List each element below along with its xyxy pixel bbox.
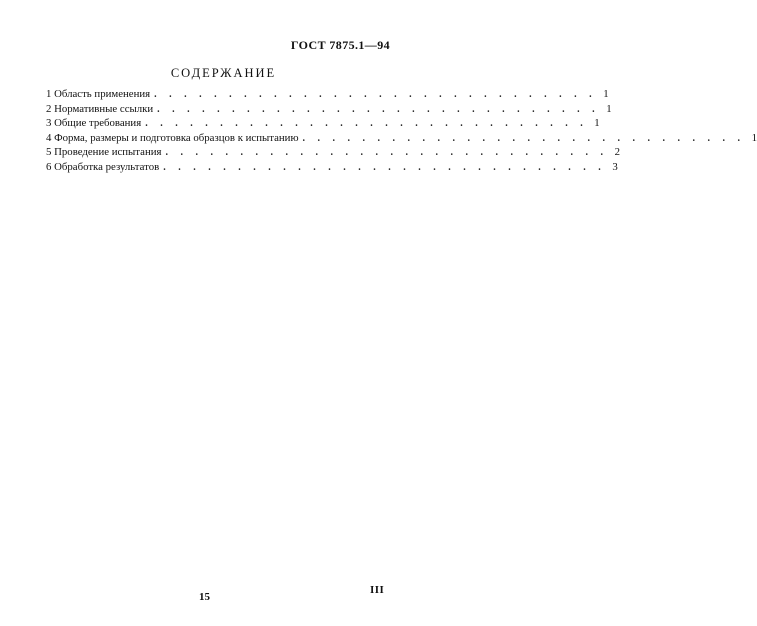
toc-item-page: 3 [612,160,618,173]
dot-leader: . . . . . . . . . . . . . . . . . . . . . . . . . . . . . . [157,103,600,115]
toc-item-page: 1 [594,117,600,130]
toc-item-label: 1 Область применения [46,88,151,100]
toc-item-label: 6 Обработка результатов [46,160,160,173]
contents-title: СОДЕРЖАНИЕ [170,66,277,80]
toc-item-page: 1 [751,131,757,144]
toc-item-normative-references [46,102,612,117]
document-designation: ГОСТ 7875.1—94 [290,38,390,52]
toc-item-label: 2 Нормативные ссылки [46,102,154,115]
table-of-contents [46,87,757,175]
toc-item-label: 3 Общие требования [46,117,142,130]
roman-page-number: III [370,584,385,596]
dot-leader: . . . . . . . . . . . . . . . . . . . . . . . . . . . . . . [165,147,608,159]
toc-item-page: 1 [603,88,609,100]
toc-item-page: 2 [614,146,620,159]
toc-item-label: 4 Форма, размеры и подготовка образцов к испытанию [46,131,299,144]
toc-item-results-processing [46,160,618,175]
toc-item-page: 1 [606,102,612,115]
page-number: 15 [199,591,210,603]
dot-leader: . . . . . . . . . . . . . . . . . . . . . . . . . . . . . . [302,132,746,144]
dot-leader: . . . . . . . . . . . . . . . . . . . . . . . . . . . . . . [154,89,597,100]
dot-leader: . . . . . . . . . . . . . . . . . . . . . . . . . . . . . . [145,118,588,130]
toc-item-label: 5 Проведение испытания [46,146,162,159]
toc-item-general-requirements [46,116,600,131]
toc-item-test-procedure [46,145,620,160]
toc-item-scope [46,87,609,102]
toc-item-specimen-preparation [46,131,757,146]
dot-leader: . . . . . . . . . . . . . . . . . . . . . . . . . . . . . . [163,161,606,173]
